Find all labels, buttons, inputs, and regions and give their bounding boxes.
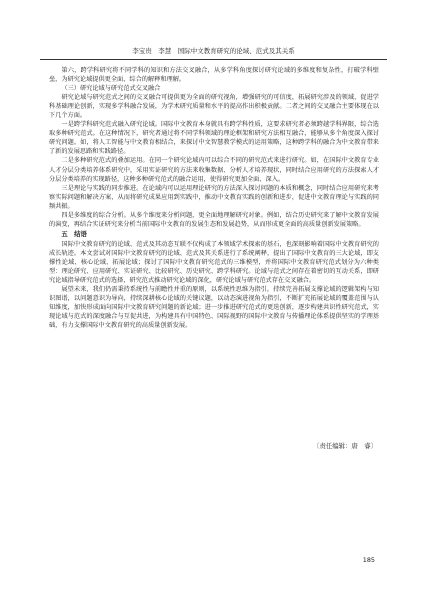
page-number: 185 [362, 556, 375, 564]
paragraph: 第六，跨学科研究将不同学科的知识和方法交叉融合，从多学科角度探讨研究论域的多维度和复杂性，打破学科壁垒，为研究论域提供更全面、综合的解释和理解。 [49, 67, 379, 84]
subsection-heading: （三）研究论域与研究范式交叉融合 [61, 85, 161, 93]
responsible-editor: 〔责任编辑：唐 睿〕 [313, 442, 377, 450]
paragraph: 三是理论与实践的同步推进。在论域内可以运用理论研究的方法深入探讨问题的本质和概念，同时结合应用研究来考察实际问题和解决方案，从而将研究成果应用到实践中，推动中文教育实践的创新和进步，促进中文教育理论与实践的同频共振。 [49, 184, 379, 210]
article-body [49, 66, 379, 330]
paragraph: 国际中文教育研究的论域、范式及其动态互联不仅构成了本领域学术探索的基石，也深刻影响着国际中文教育研究的成长轨迹。本文尝试对国际中文教育研究的论域、范式及其关系进行了系统阐释，提出了国际中文教育的三大论域，即支撑性论域、核心论域、拓展论域；探讨了国际中文教育研究范式的三维模型，并将国际中文教育研究范式划分为六种类型：理论研究、应用研究、实证研究、比较研究、历史研究、跨学科研究。论域与范式之间存在着密切的互动关系，即研究论域指导研究范式的选择，研究范式推动研究论域的深化，研究论域与研究范式存在交叉融合。 [49, 240, 379, 285]
section-heading: 五 结语 [61, 229, 87, 238]
paragraph: 一是跨学科研究范式融入研究论域。国际中文教育本身就具有跨学科性质，这要求研究者必须跨越学科界限，综合选取多种研究范式。在这种情况下，研究者通过将不同学科领域的理论框架和研究方法相互融合，能够从多个角度深入探讨研究问题。如，将人工智能与中文教育相结合，来探讨中文智慧教学模式的运用策略，这种跨学科的融合为中文教育带来了新的发展思路和实践路径。 [49, 121, 379, 156]
paragraph: 四是多维度的综合分析。从多个维度来分析问题，更全面地理解研究对象。例如，结合历史研究来了解中文教育发展的演变，再结合实证研究来分析当前国际中文教育的发展生态和发展趋势，从而形成更全面的高质量创新发展策略。 [49, 211, 379, 228]
paragraph: 展望未来，我们仍需秉持系统性与前瞻性并重的原则，以系统性思维为指引，持续完善拓展支撑论域的逻辑架构与知识图谱，以问题意识为导向，持续深耕核心论域的关键议题，以动态演进视角为指引，不断扩充拓展论域的覆盖范围与认知维度，加快形成面向国际中文教育研究问题的新论域；进一步推进研究范式的更迭创新，逐步构建共识性研究范式，实现论域与范式的深度融合与互促共进，为构建具有中国特色、国际视野的国际中文教育与传播理论体系提供坚实的学理基础，有力支撑国际中文教育研究的高质量创新发展。 [49, 286, 379, 330]
running-header: 李宝贵 李慧 国际中文教育研究的论域、范式及其关系 [40, 47, 387, 60]
paragraph: 研究论域与研究范式之间的交叉融合可提供更为全面的研究视角，增强研究的可信度，拓展研究涉及的领域，促进学科基础理论创新，实现多学科融合发展，为学术研究质量和水平的提高作出积极贡献。二者之间的交叉融合主要体现在以下几个方面。 [49, 94, 379, 120]
paragraph: 二是多种研究范式的叠加运用。在同一个研究论域内可以综合不同的研究范式来进行研究。如，在国际中文教育专业人才分层分类培养体系研究中，采用实证研究的方法来收集数据、分析人才培养现状，同时结合应用研究的方法探索人才分层分类培养的实现路径，这种多种研究范式的融合运用，使得研究更加全面、深入。 [49, 157, 379, 183]
